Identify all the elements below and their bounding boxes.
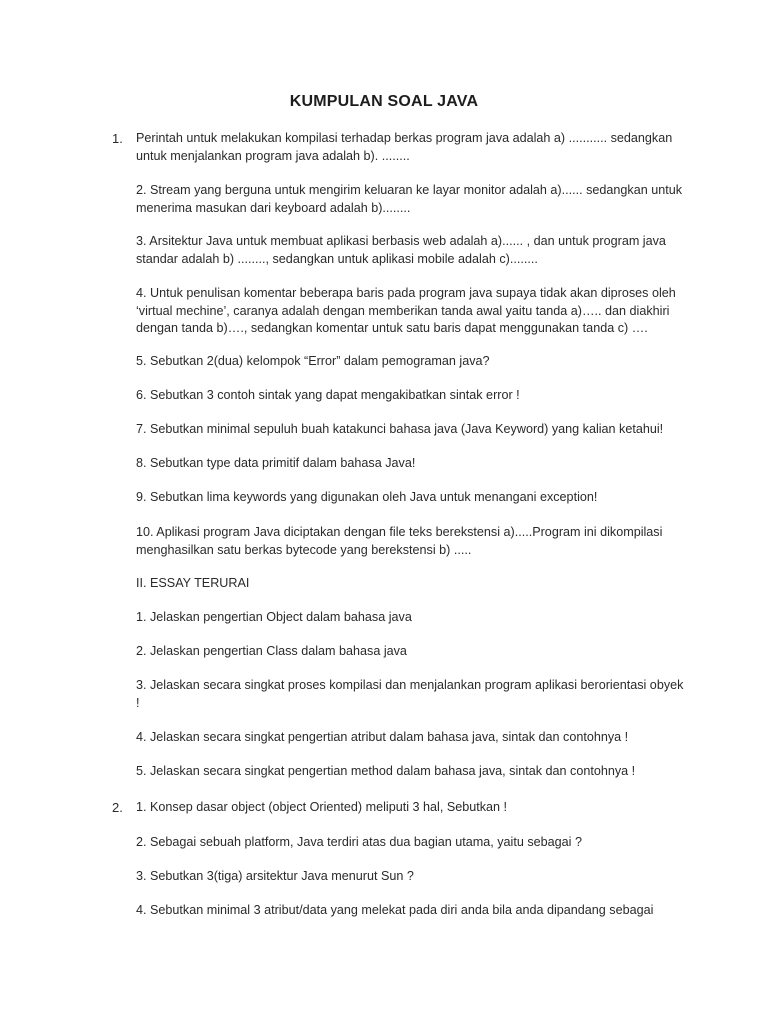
question-paragraph: 1. Konsep dasar object (object Oriented) meliputi 3 hal, Sebutkan ! bbox=[136, 800, 508, 814]
list-number: 1. bbox=[112, 131, 123, 146]
question-paragraph: 1. Jelaskan pengertian Object dalam bahasa java bbox=[136, 610, 412, 624]
question-paragraph: 5. Jelaskan secara singkat pengertian method dalam bahasa java, sintak dan contohnya ! bbox=[136, 764, 636, 778]
question-paragraph: 3. Sebutkan 3(tiga) arsitektur Java menurut Sun ? bbox=[136, 869, 414, 883]
question-paragraph: 10. Aplikasi program Java diciptakan dengan file teks berekstensi a).....Program ini dikompilasi menghasilkan satu berkas bytecode yang berekstensi b) ..... bbox=[136, 525, 663, 557]
question-paragraph: 4. Jelaskan secara singkat pengertian atribut dalam bahasa java, sintak dan contohnya ! bbox=[136, 730, 629, 744]
section-heading: II. ESSAY TERURAI bbox=[136, 576, 250, 590]
question-paragraph: Perintah untuk melakukan kompilasi terhadap berkas program java adalah a) ........... sedangkan untuk menjalankan program java adalah b). ........ bbox=[136, 131, 673, 163]
question-paragraph: 6. Sebutkan 3 contoh sintak yang dapat mengakibatkan sintak error ! bbox=[136, 388, 520, 402]
page-title: KUMPULAN SOAL JAVA bbox=[289, 93, 479, 110]
question-paragraph: 7. Sebutkan minimal sepuluh buah katakunci bahasa java (Java Keyword) yang kalian ketahui! bbox=[136, 422, 664, 436]
question-paragraph: 3. Jelaskan secara singkat proses kompilasi dan menjalankan program aplikasi berorientasi obyek ! bbox=[136, 678, 684, 710]
question-paragraph: 5. Sebutkan 2(dua) kelompok “Error” dalam pemograman java? bbox=[136, 354, 490, 368]
question-paragraph: 2. Stream yang berguna untuk mengirim keluaran ke layar monitor adalah a)...... sedangkan untuk menerima masukan dari keyboard adalah b)........ bbox=[136, 183, 683, 215]
question-paragraph: 2. Jelaskan pengertian Class dalam bahasa java bbox=[136, 644, 407, 658]
question-paragraph: 3. Arsitektur Java untuk membuat aplikasi berbasis web adalah a)...... , dan untuk program java standar adalah b) ........, sedangkan untuk aplikasi mobile adalah c)........ bbox=[136, 234, 666, 266]
question-paragraph: 4. Untuk penulisan komentar beberapa baris pada program java supaya tidak akan diproses oleh ‘virtual mechine’, caranya adalah dengan memberikan tanda awal yaitu tanda a)….. dan diakhiri dengan tanda b)…., sedangkan komentar untuk satu baris dapat menggunakan tanda c) …. bbox=[136, 286, 676, 335]
question-paragraph: 4. Sebutkan minimal 3 atribut/data yang melekat pada diri anda bila anda dipandang sebagai bbox=[136, 903, 654, 917]
question-paragraph: 8. Sebutkan type data primitif dalam bahasa Java! bbox=[136, 456, 416, 470]
list-number: 2. bbox=[112, 800, 123, 815]
question-paragraph: 9. Sebutkan lima keywords yang digunakan oleh Java untuk menangani exception! bbox=[136, 490, 598, 504]
question-paragraph: 2. Sebagai sebuah platform, Java terdiri atas dua bagian utama, yaitu sebagai ? bbox=[136, 835, 582, 849]
